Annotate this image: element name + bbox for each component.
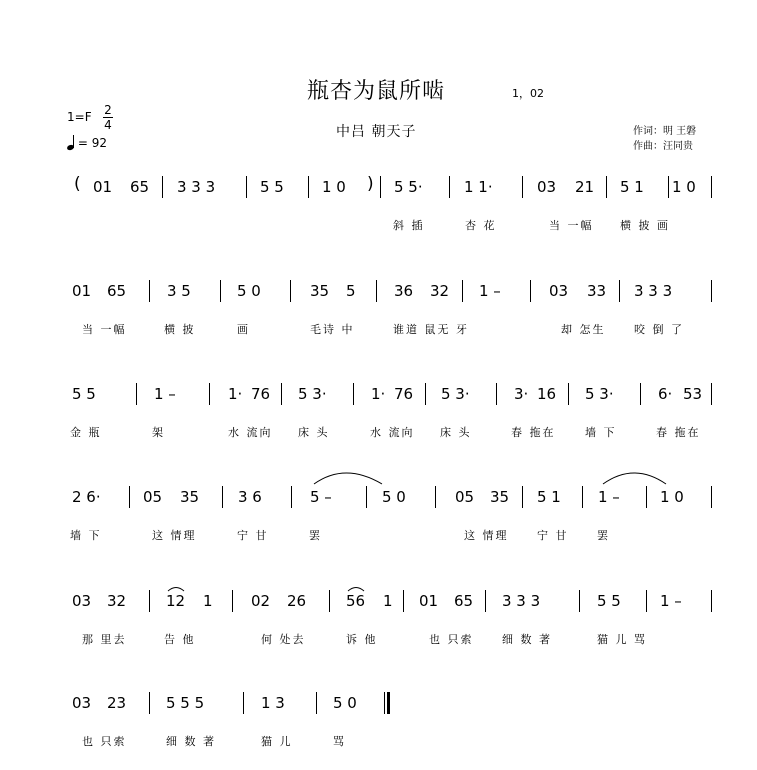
note-group: 5 bbox=[346, 282, 356, 300]
note-group: 35 bbox=[310, 282, 330, 300]
slur-icon bbox=[168, 588, 184, 592]
lyric-text: 墙 下 bbox=[585, 426, 617, 439]
lyric-text: 却 怎生 bbox=[561, 323, 606, 336]
note-group: 21 bbox=[575, 178, 595, 196]
note-group: 05 bbox=[143, 488, 163, 506]
lyric-text: 谁道 鼠无 牙 bbox=[393, 323, 469, 336]
lyric-text: 骂 bbox=[333, 735, 346, 748]
lyric-text: 画 bbox=[237, 323, 250, 336]
note-group: 03 bbox=[72, 694, 92, 712]
note-group: 01 bbox=[72, 282, 92, 300]
note-group: 5 5· bbox=[394, 178, 423, 196]
note-group: 16 bbox=[537, 385, 557, 403]
lyric-text: 这 情理 bbox=[464, 529, 509, 542]
note-group: 33 bbox=[587, 282, 607, 300]
lyric-text: 何 处去 bbox=[261, 633, 306, 646]
lyric-text: 宁 甘 bbox=[237, 529, 269, 542]
lyric-text: 杏 花 bbox=[465, 219, 497, 232]
note-group: 12 bbox=[166, 592, 186, 610]
note-group: 3· bbox=[514, 385, 529, 403]
note-group: 5 5 bbox=[597, 592, 621, 610]
note-group: 5 0 bbox=[382, 488, 406, 506]
note-group: 3 3 3 bbox=[177, 178, 216, 196]
note-group: 5 5 bbox=[72, 385, 96, 403]
lyric-text: 咬 倒 了 bbox=[634, 323, 684, 336]
note-group: 6· bbox=[658, 385, 673, 403]
page-number: 1，02 bbox=[512, 87, 544, 100]
note-group: 65 bbox=[130, 178, 150, 196]
composer-credit: 作曲：汪同贵 bbox=[633, 141, 693, 152]
song-title: 瓶杏为鼠所啮 bbox=[307, 79, 446, 104]
note-group: 3 6 bbox=[238, 488, 262, 506]
lyric-text: 那 里去 bbox=[82, 633, 127, 646]
note-group: 2 6· bbox=[72, 488, 101, 506]
note-group: 65 bbox=[107, 282, 127, 300]
key-label: 1=F bbox=[67, 110, 92, 124]
note-group: 5 3· bbox=[441, 385, 470, 403]
note-group: 01 bbox=[93, 178, 113, 196]
note-group: 1 – bbox=[598, 488, 620, 506]
lyric-text: 斜 插 bbox=[393, 219, 425, 232]
note-group: 1 1· bbox=[464, 178, 493, 196]
note-group: 53 bbox=[683, 385, 703, 403]
note-group: 5 0 bbox=[237, 282, 261, 300]
lyric-text: 春 拖在 bbox=[656, 426, 701, 439]
lyric-text: 春 拖在 bbox=[511, 426, 556, 439]
lyric-text: 猫 儿 骂 bbox=[597, 633, 647, 646]
lyric-text: 也 只索 bbox=[429, 633, 474, 646]
lyric-text: 这 情理 bbox=[152, 529, 197, 542]
note-group: 76 bbox=[251, 385, 271, 403]
slur-icon bbox=[603, 473, 666, 484]
note-group: 3 3 3 bbox=[502, 592, 541, 610]
note-group: 1 0 bbox=[322, 178, 346, 196]
note-group: 5 3· bbox=[298, 385, 327, 403]
note-group: 5 3· bbox=[585, 385, 614, 403]
note-group: 3 5 bbox=[167, 282, 191, 300]
lyric-text: 当 一幅 bbox=[549, 219, 594, 232]
note-group: 1 – bbox=[660, 592, 682, 610]
note-group: 1 3 bbox=[261, 694, 285, 712]
note-group: 05 bbox=[455, 488, 475, 506]
note-group: 1 0 bbox=[672, 178, 696, 196]
lyric-text: 细 数 著 bbox=[166, 735, 216, 748]
lyric-text: 宁 甘 bbox=[537, 529, 569, 542]
note-group: 1 – bbox=[479, 282, 501, 300]
slur-icon bbox=[314, 473, 382, 484]
note-group: 5 5 5 bbox=[166, 694, 205, 712]
repeat-paren: ) bbox=[367, 174, 374, 194]
lyric-text: 诉 他 bbox=[346, 633, 378, 646]
note-group: 02 bbox=[251, 592, 271, 610]
note-group: 56 bbox=[346, 592, 366, 610]
tune-name: 中吕 朝天子 bbox=[336, 124, 417, 140]
lyric-text: 墙 下 bbox=[70, 529, 102, 542]
slur-icon bbox=[348, 588, 364, 592]
lyric-text: 水 流向 bbox=[370, 426, 415, 439]
time-denominator: 4 bbox=[104, 118, 112, 132]
lyric-text: 水 流向 bbox=[228, 426, 273, 439]
repeat-paren: ( bbox=[74, 174, 81, 194]
tempo-value: = 92 bbox=[77, 136, 107, 150]
lyric-text: 告 他 bbox=[164, 633, 196, 646]
lyric-text: 横 披 画 bbox=[620, 219, 670, 232]
note-group: 1· bbox=[371, 385, 386, 403]
lyric-text: 猫 儿 bbox=[261, 735, 293, 748]
note-group: 03 bbox=[72, 592, 92, 610]
lyric-text: 也 只索 bbox=[82, 735, 127, 748]
note-group: 35 bbox=[490, 488, 510, 506]
lyric-text: 当 一幅 bbox=[82, 323, 127, 336]
lyric-text: 罢 bbox=[309, 529, 322, 542]
note-group: 23 bbox=[107, 694, 127, 712]
time-numerator: 2 bbox=[104, 103, 112, 117]
note-group: 5 0 bbox=[333, 694, 357, 712]
note-group: 26 bbox=[287, 592, 307, 610]
lyric-text: 毛诗 中 bbox=[310, 323, 355, 336]
note-group: 1 – bbox=[154, 385, 176, 403]
note-group: 1 bbox=[383, 592, 393, 610]
note-group: 5 1 bbox=[537, 488, 561, 506]
note-group: 01 bbox=[419, 592, 439, 610]
note-group: 35 bbox=[180, 488, 200, 506]
note-group: 65 bbox=[454, 592, 474, 610]
lyricist-credit: 作词：明 王磐 bbox=[633, 126, 697, 137]
lyric-text: 横 披 bbox=[164, 323, 196, 336]
note-group: 76 bbox=[394, 385, 414, 403]
note-group: 32 bbox=[430, 282, 450, 300]
lyric-text: 细 数 著 bbox=[502, 633, 552, 646]
note-group: 36 bbox=[394, 282, 414, 300]
note-group: 1 bbox=[203, 592, 213, 610]
lyric-text: 金 瓶 bbox=[70, 426, 102, 439]
note-group: 1 0 bbox=[660, 488, 684, 506]
note-group: 1· bbox=[228, 385, 243, 403]
note-group: 03 bbox=[537, 178, 557, 196]
note-group: 03 bbox=[549, 282, 569, 300]
note-group: 5 5 bbox=[260, 178, 284, 196]
note-group: 32 bbox=[107, 592, 127, 610]
note-group: 3 3 3 bbox=[634, 282, 673, 300]
note-group: 5 1 bbox=[620, 178, 644, 196]
lyric-text: 床 头 bbox=[440, 426, 472, 439]
lyric-text: 架 bbox=[152, 426, 165, 439]
lyric-text: 床 头 bbox=[298, 426, 330, 439]
lyric-text: 罢 bbox=[597, 529, 610, 542]
note-group: 5 – bbox=[310, 488, 332, 506]
